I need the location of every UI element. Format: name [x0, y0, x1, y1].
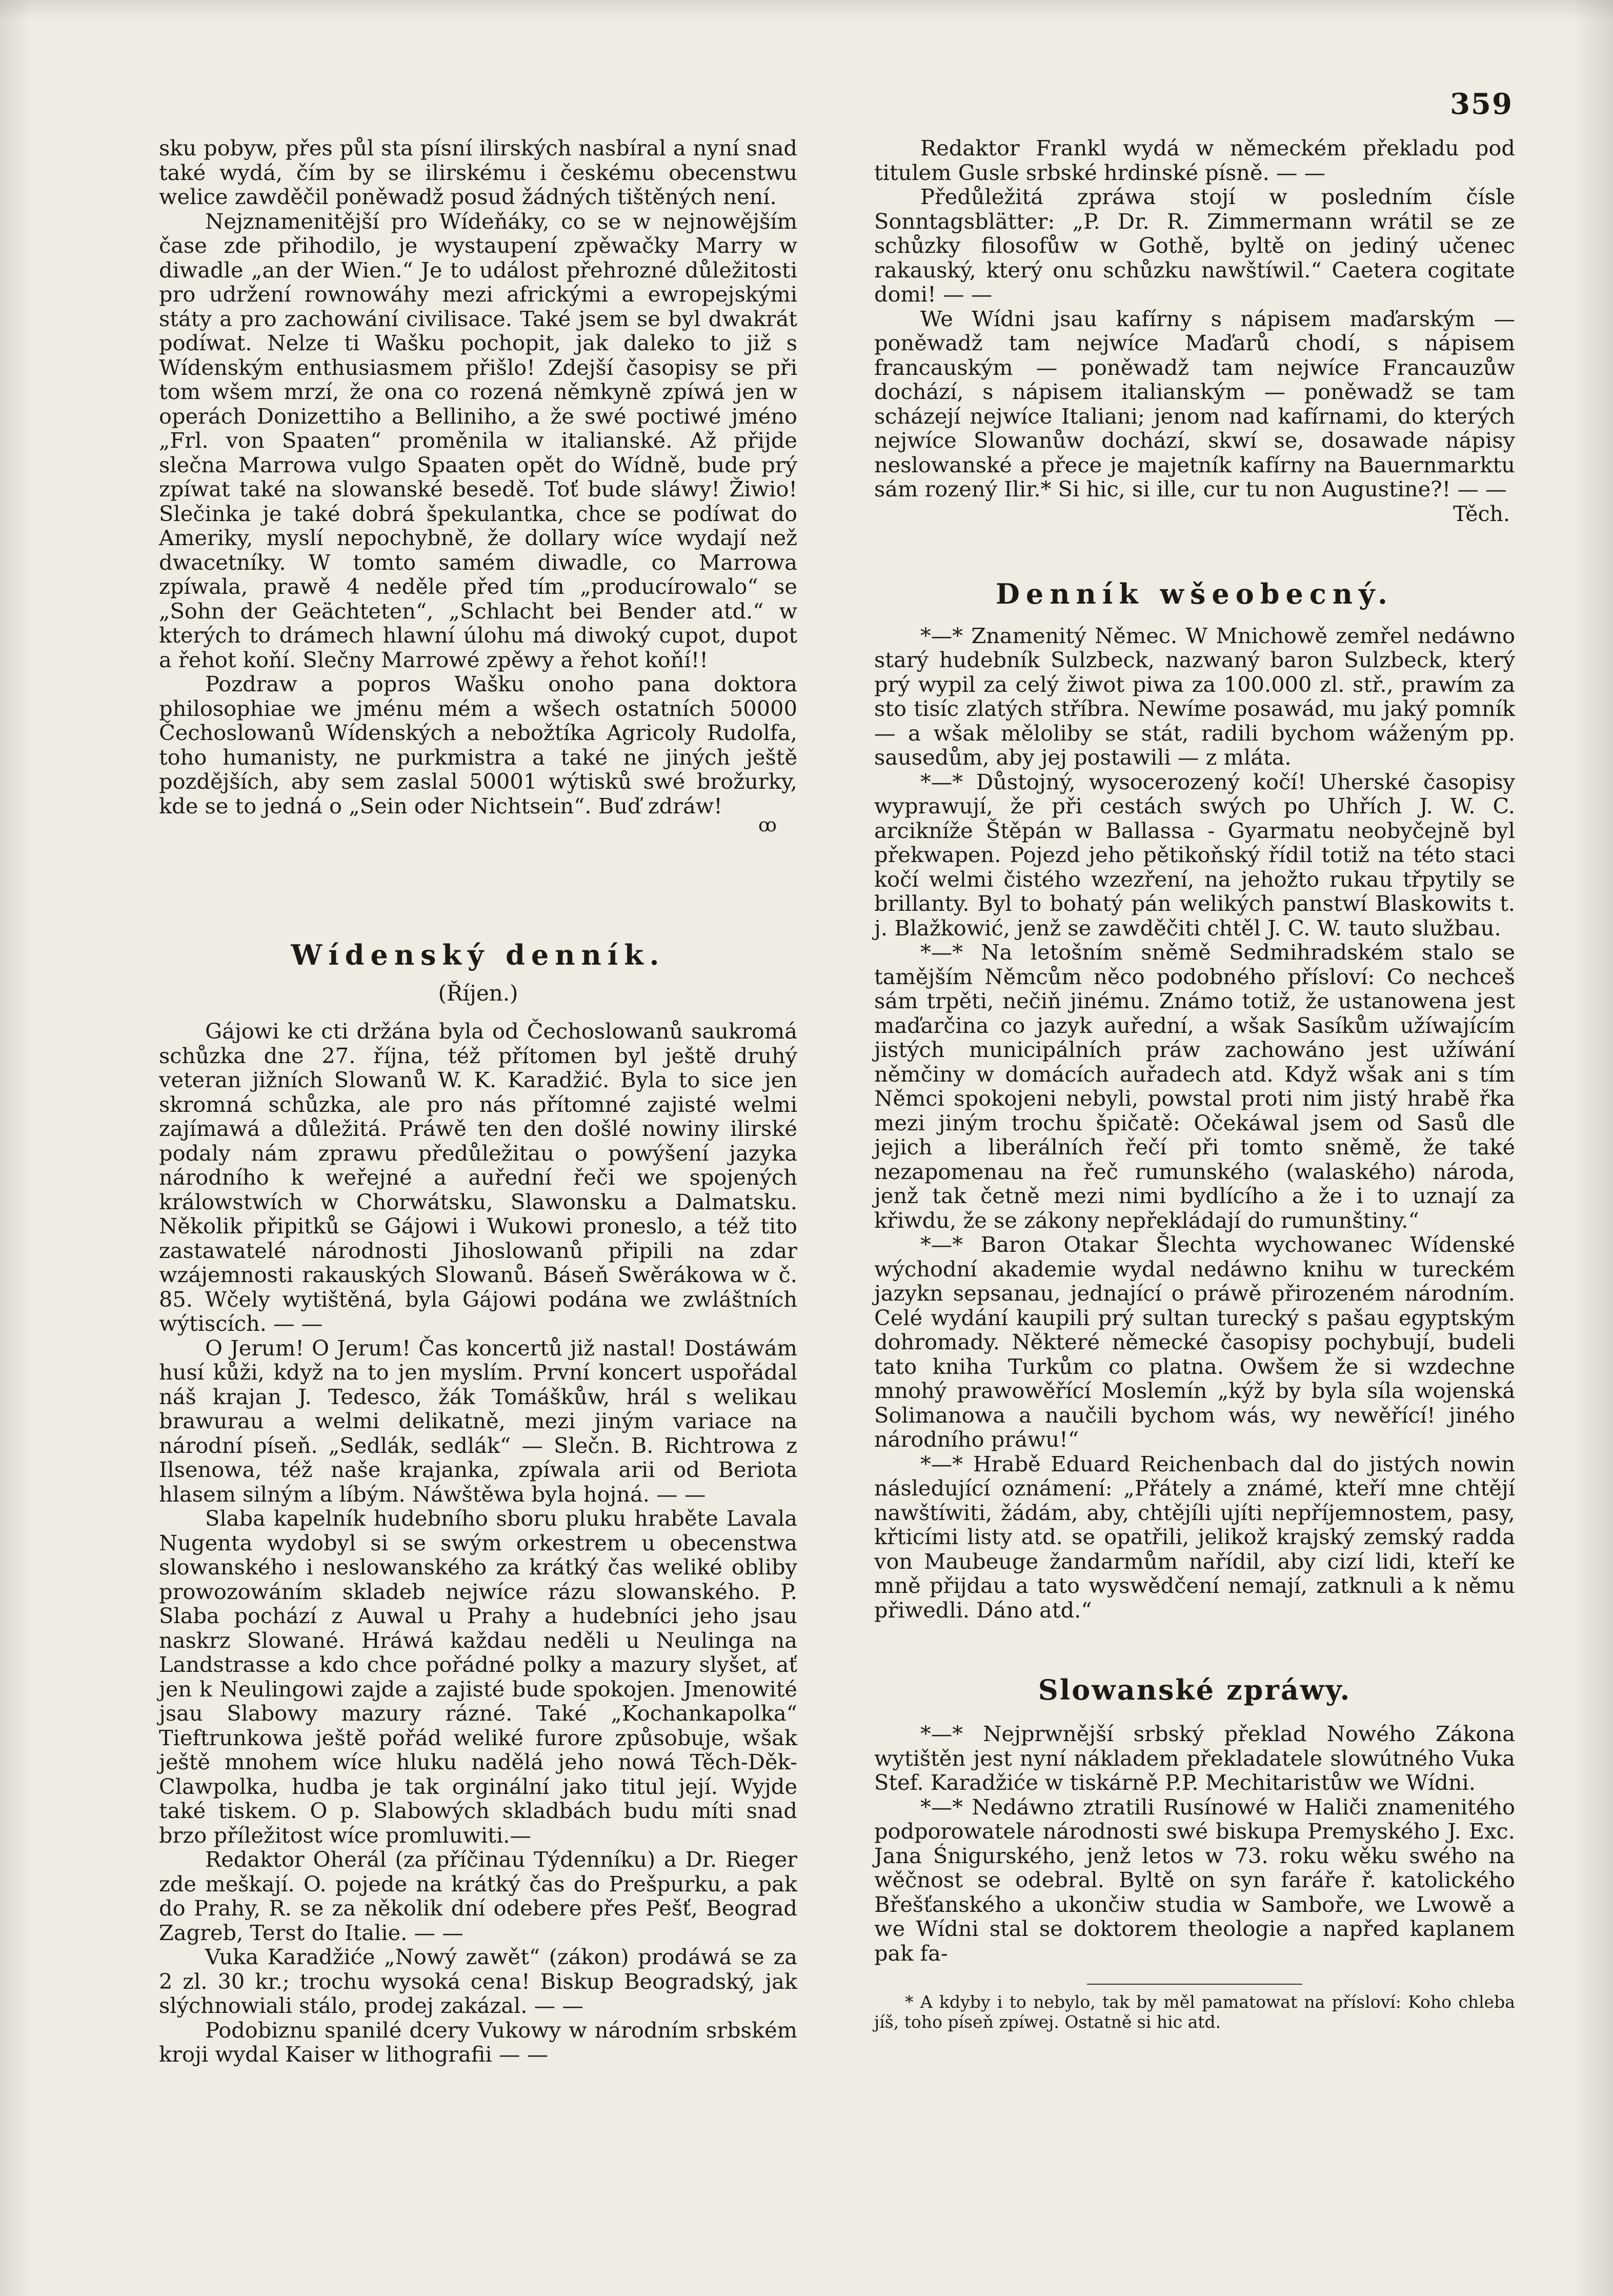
paragraph: Redaktor Frankl wydá w německém překladu pod titulem Gusle srbské hrdinské písně. — —	[874, 135, 1515, 185]
paragraph: Vuka Karadžiće „Nowý zawět“ (zákon) prodáwá se za 2 zl. 30 kr.; trochu wysoká cena! Biskup Beogradský, jak slýchnowiali stálo, prodej zakázal. — —	[159, 1944, 797, 2018]
paragraph: Gájowi ke cti držána byla od Čechoslowanů saukromá schůzka dne 27. října, též přítomen byl ještě druhý veteran jižních Slowanů W. K. Karadžić. Byla to sice jen skromná schůzka, ale pro nás přítomné zajisté welmi zajímawá a důležitá. Práwě ten den došlé nowiny ilirské podaly nám zprawu předůležitau o powýšení jazyka národního k weřejné a auřední řeči we spojených králowstwích w Chorwátsku, Slawonsku a Dalmatsku. Několik připitků se Gájowi i Wukowi proneslo, a též tito zastawatelé národnosti Jihoslowanů připili na zdar wzájemnosti rakauských Slowanů. Báseň Swěrákowa w č. 85. Wčely wytištěná, byla Gájowi podána we zwláštních wýtiscích. — —	[159, 1019, 797, 1336]
section-subtitle: (Říjen.)	[438, 981, 518, 1006]
signature-row	[159, 815, 797, 844]
section-title-slowanske-zprawy: Slowanské zpráwy.	[1038, 1673, 1352, 1706]
left-column	[159, 136, 797, 2067]
news-item: *—* Baron Otakar Šlechta wychowanec Wídenské wýchodní akademie wydal nedáwno knihu w tureckém jazykn sepsanau, jednající o práwě přirozeném národním. Celé wydání kaupili prý sultan turecký s pašau egyptským dohromady. Některé německé časopisy pochybují, budeli tato kniha Turkům co platna. Owšem že si wzdechne mnohý prawowěřící Moslemín „kýž by byla síla wojenská Solimanowa a naučili bychom wás, wy newěřící! jiného národního práwu!“	[874, 1232, 1515, 1452]
signature-row	[874, 502, 1515, 526]
news-item: *—* Znamenitý Němec. W Mnichowě zemřel nedáwno starý hudebník Sulzbeck, nazwaný baron Sulzbeck, který prý wypil za celý žiwot piwa za 100.000 zl. stř., prawím za sto tisíc zlatých stříbra. Newíme posawád, mu jaký pomník — a wšak měloliby se stát, radili bychom wáženým pp. sausedům, aby jej postawili — z mláta.	[874, 623, 1515, 770]
paragraph: Nejznamenitější pro Wídeňáky, co se w nejnowějším čase zde přihodilo, je wystaupení zpěwačky Marry w diwadle „an der Wien.“ Je to událost přehrozné důležitosti pro udržení rownowáhy mezi africkými a ewropejskými státy a pro zachowání civilisace. Také jsem se byl dwakrát podíwat. Nelze ti Wašku pochopit, jak daleko to již s Wídenským enthusiasmem přišlo! Zdejší časopisy se při tom wšem mrzí, že ona co rozená němkyně zpíwá jen w operách Donizettiho a Belliniho, a že swé poctiwé jméno „Frl. von Spaaten“ proměnila w italianské. Až přijde slečna Marrowa vulgo Spaaten opět do Wídně, bude prý zpíwat také na slowanské besedě. Toť bude sláwy! Žiwio! Slečinka je také dobrá špekulantka, chce se podíwat do Ameriky, myslí nepochybně, že dollary wíce wydají než dwacetníky. W tomto samém diwadle, co Marrowa zpíwala, prawě 4 neděle před tím „producírowalo“ se „Sohn der Geächteten“, „Schlacht bei Bender atd.“ w kterých to drámech hlawní úlohu má diwoký cupot, dupot a řehot koňí. Slečny Marrowé zpěwy a řehot koňí!!	[159, 208, 797, 672]
paragraph: sku pobyw, přes půl sta písní ilirských nasbíral a nyní snad také wydá, čím by se ilirskému i českému obecenstwu welice zawděčil poněwadž posud žádných tištěných není.	[159, 135, 797, 209]
paragraph: We Wídni jsau kafírny s nápisem maďarským — poněwadž tam nejwíce Maďarů chodí, s nápisem francauským — poněwadž tam nejwíce Francauzůw dochází, s nápisem italianským — poněwadž se tam scházejí nejwíce Italiani; jenom nad kafírnami, do kterých nejwíce Slowanůw dochází, skwí se, dosawade nápisy neslowanské a přece je majetník kafírny na Bauernmarktu sám rozený Ilir.* Si hic, si ille, cur tu non Augustine?! — —	[874, 306, 1515, 502]
paragraph: Redaktor Oherál (za příčinau Týdenníku) a Dr. Rieger zde meškají. O. pojede na krátký čas do Prešpurku, a pak do Prahy, R. se za několik dní odebere přes Pešť, Beograd Zagreb, Terst do Italie. — —	[159, 1847, 797, 1945]
section-title-dennik-wseobecny: Denník wšeobecný.	[996, 577, 1394, 610]
paragraph: Pozdraw a popros Wašku onoho pana doktora philosophiae we jménu mém a wšech ostatních 50000 Čechoslowanů Wídenských a nebožtíka Agricoly Rudolfa, toho humanisty, ne purkmistra a také ne jiných ještě pozdějších, aby sem zaslal 50001 wýtisků swé brožurky, kde se to jedná o „Sein oder Nichtsein“. Buď zdráw!	[159, 671, 797, 818]
news-item: *—* Nejprwnější srbský překlad Nowého Zákona wytištěn jest nyní nákladem překladatele slowútného Vuka Stef. Karadžiće w tiskárně P.P. Mechitaristůw we Wídni.	[874, 1721, 1515, 1795]
paragraph: Slaba kapelník hudebního sboru pluku hraběte Lavala Nugenta wydobyl si se swým orkestrem u obecenstwa slowanského i neslowanského za krátký čas weliké obliby prowozowáním skladeb nejwíce rázu slowanského. P. Slaba pochází z Auwal u Prahy a hudebníci jeho jsau naskrz Slowané. Hráwá každau neděli u Neulinga na Landstrasse a kdo chce pořádné polky a mazury slyšet, ať jen k Neulingowi zajde a zajisté bude spokojen. Jmenowité jsau Slabowy mazury rázné. Také „Kochankapolka“ Tieftrunkowa ještě pořád weliké furore způsobuje, wšak ještě mnohem wíce hluku nadělá jeho nowá Těch-Děk-Clawpolka, hudba je tak orginální jako titul její. Wyjde také tiskem. O p. Slabowých skladbách budu míti snad brzo příležitost wíce promluwiti.—	[159, 1506, 797, 1848]
news-item: *—* Důstojný, wysocerozený kočí! Uherské časopisy wyprawují, že při cestách swých po Uhřích J. W. C. arcikníže Štěpán w Ballassa - Gyarmatu neobyčejně byl překwapen. Pojezd jeho pětikoňský řídil totiž na této staci kočí welmi čistého wzezření, na jehožto rukau třpytily se brillanty. Byl to bohatý pán welikých panstwí Blaskowits t. j. Blažkowić, jenž se zawděčiti chtěl J. C. W. tauto službau.	[874, 769, 1515, 941]
signature-mark: ꝏ	[758, 815, 777, 836]
paragraph: Podobiznu spanilé dcery Vukowy w národním srbském kroji wydal Kaiser w lithografii — —	[159, 2017, 797, 2067]
news-item: *—* Na letošním sněmě Sedmihradském stalo se tamějším Němcům něco podobného přísloví: Co nechceš sám trpěti, nečiň jinému. Známo totiž, že ustanowena jest maďarčina co jazyk auřední, a wšak Sasíkům užíwajícím jistých municipálních práw zachowáno jest užíwání němčiny w domácích auřadech atd. Když wšak ani s tím Němci spokojeni nebyli, powstal proti nim jistý hrabě řka mezi jiným trochu špičatě: Očekáwal jsem od Sasů dle jejich a liberálních řečí při tomto sněmě, že také nezapomenau na řeč rumunského (walaského) národa, jenž tak četně mezi nimi bydlícího a že i to uznají za křiwdu, že se zákony nepřekládají do rumunštiny.“	[874, 940, 1515, 1233]
page-number: 359	[1450, 87, 1513, 121]
author-signature: Těch.	[1453, 501, 1510, 526]
footnote: * A kdyby i to nebylo, tak by měl pamatowat na přísloví: Koho chleba jíš, toho píseň zpíwej. Ostatně si hic atd.	[874, 1992, 1515, 2032]
paragraph: O Jerum! O Jerum! Čas koncertů již nastal! Dostáwám husí kůži, když na to jen myslím. První koncert uspořádal náš krajan J. Tedesco, žák Tomáškůw, hrál s welikau brawurau a welmi delikatně, mezi jiným variace na národní píseň. „Sedlák, sedlák“ — Slečn. B. Richtrowa z Ilsenowa, též naše krajanka, zpíwala arii od Beriota hlasem silným a líbým. Náwštěwa byla hojná. — —	[159, 1335, 797, 1507]
paragraph: Předůležitá zpráwa stojí w posledním čísle Sonntagsblätter: „P. Dr. R. Zimmermann wrátil se ze schůzky filosofůw w Gothě, byltě on jediný učenec rakauský, který onu schůzku nawštíwil.“ Caetera cogitate domi! — —	[874, 184, 1515, 307]
news-item: *—* Nedáwno ztratili Rusínowé w Haliči znamenitého podporowatele národnosti swé biskupa Premyského J. Exc. Jana Śnigurského, jenž letos w 73. roku wěku swého na wěčnost se odebral. Byltě on syn faráře ř. katolického Břešťanského a ukončiw studia w Samboře, we Lwowě a we Wídni stal se doktorem theologie a napřed kaplanem pak fa-	[874, 1794, 1515, 1966]
section-title-widensky-dennik: Wídenský denník.	[291, 939, 666, 971]
news-item: *—* Hrabě Eduard Reichenbach dal do jistých nowin následující oznámení: „Přátely a známé, kteří mne chtějí nawštíwiti, žádám, aby, chtějíli ujíti nepříjemnostem, pasy, křticími listy atd. se opatřili, jelikož krajský zemský radda von Maubeuge žandarmům nařídil, aby cizí lidi, kteří ke mně přijdau a tato wyswědčení nemají, zatknuli a k němu přiwedli. Dáno atd.“	[874, 1451, 1515, 1623]
right-column	[874, 136, 1515, 2032]
